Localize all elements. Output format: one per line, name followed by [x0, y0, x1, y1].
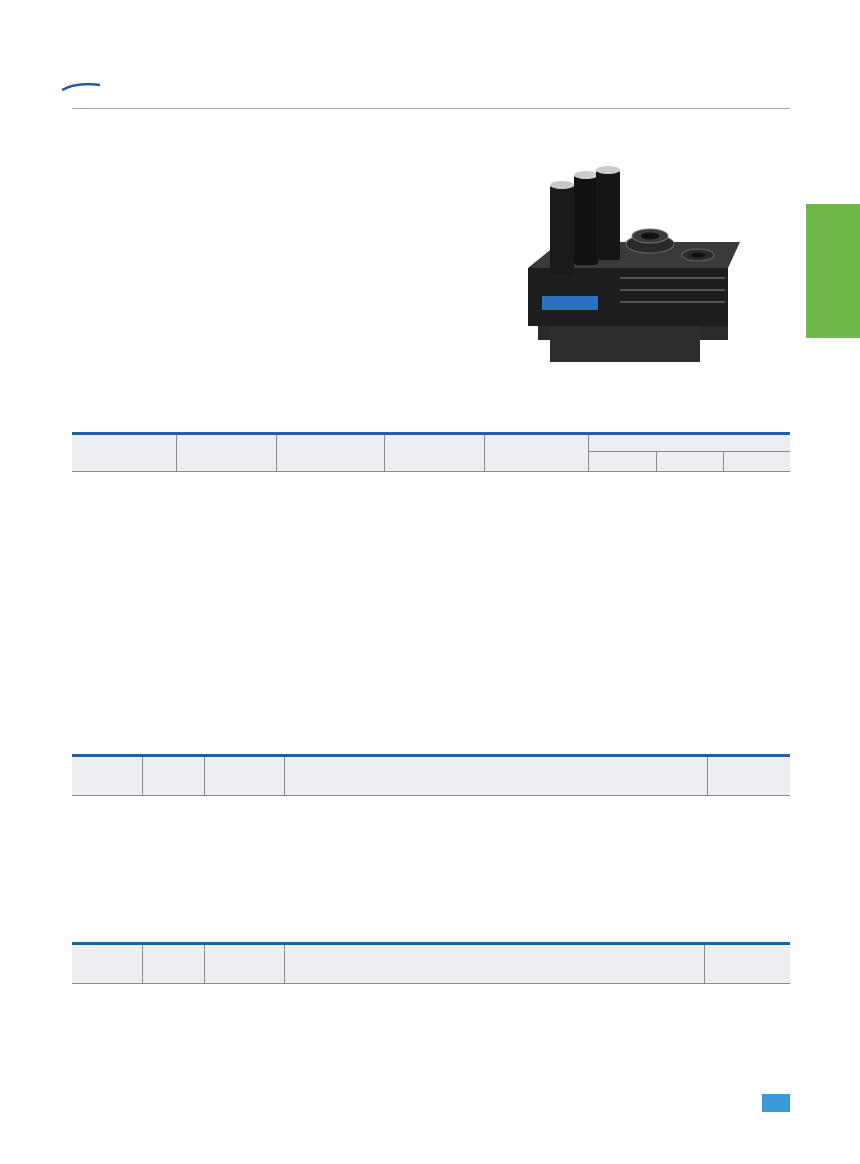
sidebar	[806, 0, 860, 1164]
col-pressure	[142, 944, 204, 984]
col-max-flow	[276, 434, 384, 472]
col-supply	[588, 452, 656, 472]
product-image	[520, 160, 740, 370]
page-number	[762, 1094, 790, 1112]
col-model	[72, 756, 142, 796]
col-air	[204, 944, 284, 984]
header-divider	[72, 108, 790, 109]
params-table	[72, 432, 790, 472]
col-max	[704, 944, 790, 984]
col-air	[204, 756, 284, 796]
flow-table	[72, 754, 790, 796]
sidebar-category	[806, 204, 860, 338]
col-model	[72, 944, 142, 984]
col-exhaust	[723, 452, 790, 472]
col-max	[707, 756, 790, 796]
col-vacuum	[656, 452, 723, 472]
evac-table	[72, 942, 790, 984]
col-air	[384, 434, 484, 472]
col-hose	[588, 434, 790, 452]
col-group	[284, 756, 707, 796]
col-model	[72, 434, 176, 472]
col-weight	[484, 434, 588, 472]
logo-swoosh-icon	[62, 82, 102, 92]
col-max-vac	[176, 434, 276, 472]
col-group	[284, 944, 704, 984]
col-pressure	[142, 756, 204, 796]
